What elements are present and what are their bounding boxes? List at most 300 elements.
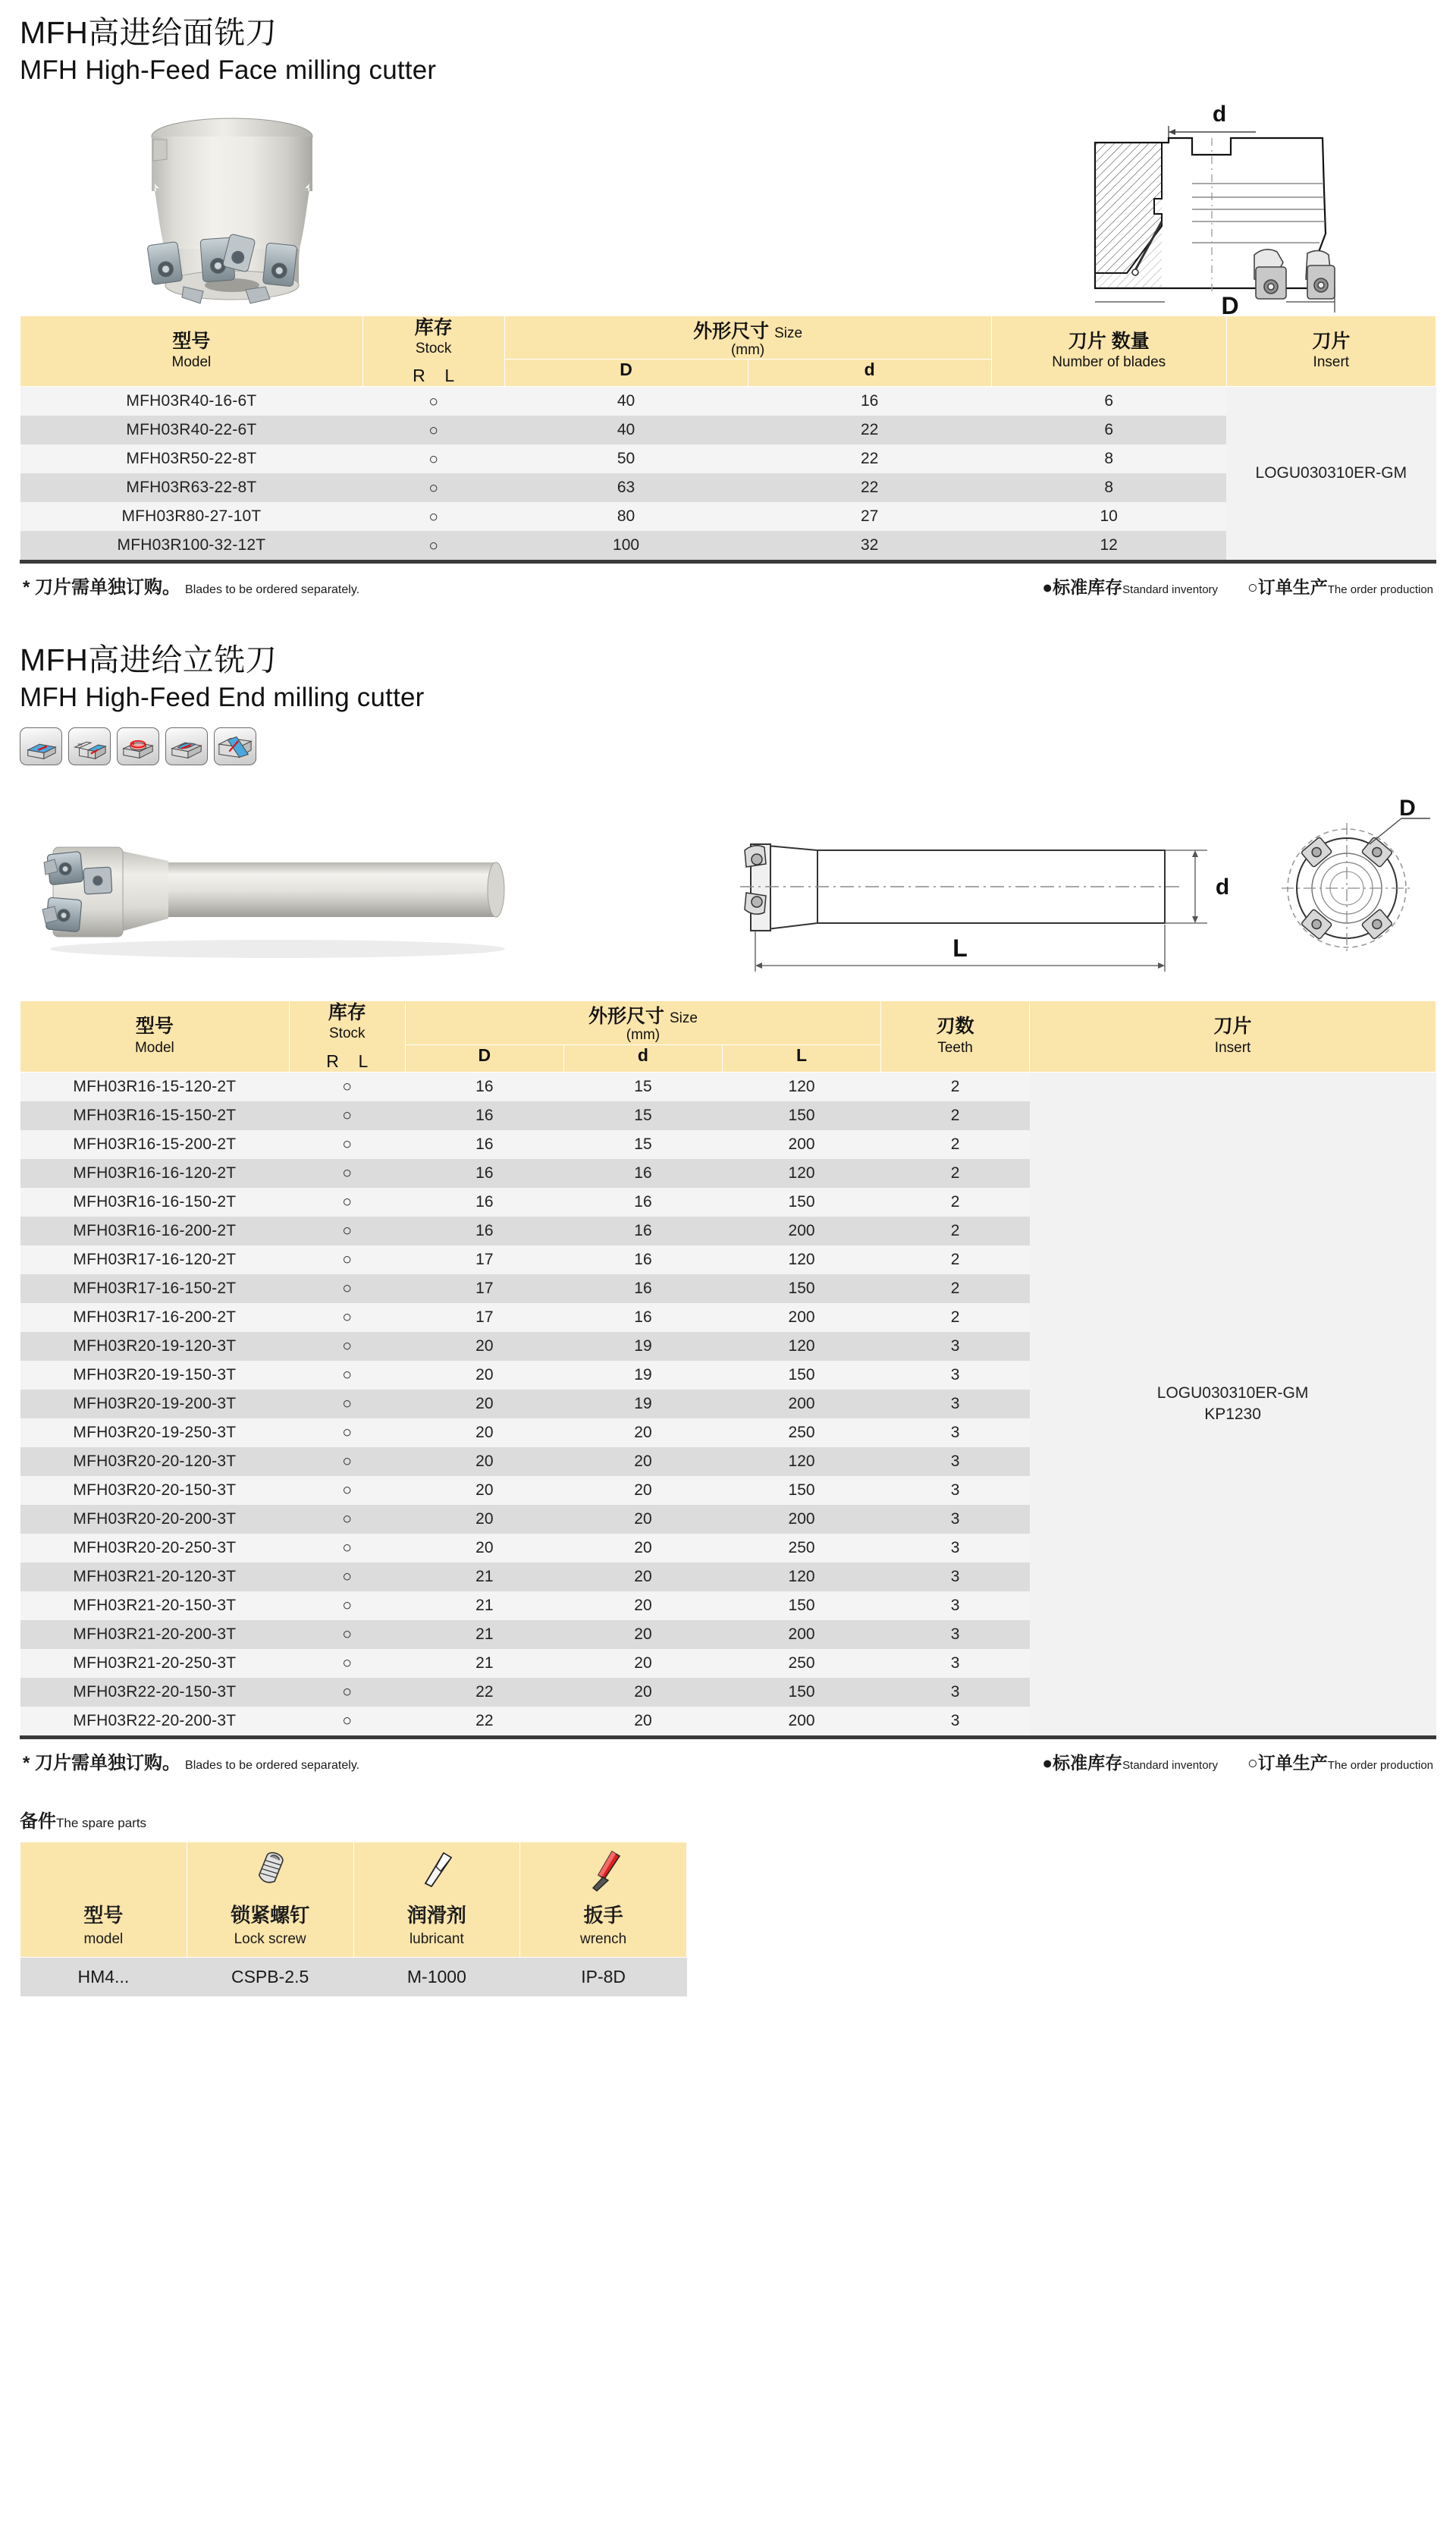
th2-col-L: L <box>723 1044 881 1072</box>
legend2-ord-cn: 订单生产 <box>1257 1752 1328 1773</box>
section2-title-cn: MFH高进给立铣刀 <box>20 642 278 678</box>
cell-d: 20 <box>563 1707 722 1735</box>
cell-stock: ○ <box>289 1274 405 1303</box>
spare-value-wrench: IP-8D <box>520 1957 687 1996</box>
cell-L: 250 <box>723 1418 881 1447</box>
section2-note-left <box>23 1748 359 1774</box>
cell-D: 20 <box>405 1505 563 1534</box>
cell-blades: 8 <box>991 473 1226 502</box>
cell-stock: ○ <box>362 387 504 416</box>
legend2-std-cn: 标准库存 <box>1053 1752 1123 1773</box>
cell-D: 17 <box>405 1303 563 1332</box>
section1-note-row <box>20 572 1436 598</box>
cell-L: 200 <box>723 1217 881 1245</box>
cell-d: 15 <box>563 1130 722 1159</box>
th-stock <box>362 316 504 387</box>
th-col-D: D <box>504 360 748 387</box>
th2-stock-rl <box>290 1051 405 1072</box>
spare-col-lockscrew-en: Lock screw <box>234 1930 306 1947</box>
th-size-group <box>504 316 991 360</box>
cell-D: 20 <box>405 1390 563 1418</box>
cell-L: 150 <box>723 1476 881 1505</box>
section1-title-en: MFH High-Feed Face milling cutter <box>20 55 437 86</box>
cell-teeth: 2 <box>881 1130 1030 1159</box>
cell-model: MFH03R20-20-200-3T <box>20 1505 290 1534</box>
legend1-std-mark: ● <box>1042 577 1053 598</box>
cell-model: MFH03R40-22-6T <box>20 416 363 444</box>
insert-line-1: LOGU030310ER-GM <box>1156 1383 1309 1402</box>
spare-col-lockscrew <box>187 1842 353 1957</box>
cell-model: MFH03R21-20-200-3T <box>20 1620 290 1649</box>
cell-stock: ○ <box>362 502 504 531</box>
cell-stock: ○ <box>289 1390 405 1418</box>
cell-L: 200 <box>723 1620 881 1649</box>
spare-label-cn: 备件 <box>20 1811 56 1832</box>
cell-model: MFH03R80-27-10T <box>20 502 363 531</box>
cell-d: 19 <box>563 1332 722 1361</box>
cell-L: 120 <box>723 1447 881 1476</box>
th-size-cn: 外形尺寸 <box>693 320 770 342</box>
spare-col-lubricant-en: lubricant <box>409 1930 464 1947</box>
section2-note-row <box>20 1748 1436 1774</box>
cell-stock: ○ <box>289 1649 405 1678</box>
cell-teeth: 2 <box>881 1274 1030 1303</box>
th-model <box>20 316 363 387</box>
cell-D: 100 <box>504 531 748 560</box>
cell-stock: ○ <box>362 416 504 444</box>
th2-size <box>406 1001 880 1029</box>
cell-blades: 12 <box>991 531 1226 560</box>
svg-text:d: d <box>1212 101 1227 127</box>
cell-model: MFH03R63-22-8T <box>20 473 363 502</box>
table-row <box>20 444 1436 473</box>
cell-L: 120 <box>723 1159 881 1188</box>
cell-D: 80 <box>504 502 748 531</box>
cell-d: 32 <box>748 531 991 560</box>
legend2-ord-en: The order production <box>1327 1758 1433 1772</box>
table-row <box>20 502 1436 531</box>
th2-stock-r: R <box>326 1051 339 1071</box>
end-mill-table-body <box>20 1072 1436 1735</box>
cell-stock: ○ <box>289 1245 405 1274</box>
cell-model: MFH03R20-19-120-3T <box>20 1332 290 1361</box>
cell-d: 27 <box>748 502 991 531</box>
cell-d: 20 <box>563 1591 722 1620</box>
cell-stock: ○ <box>289 1476 405 1505</box>
th2-model-cn: 型号 <box>135 1016 174 1038</box>
cell-model: MFH03R20-20-120-3T <box>20 1447 290 1476</box>
th2-model <box>20 1000 290 1072</box>
cell-D: 63 <box>504 473 748 502</box>
spare-parts-table <box>20 1842 687 1996</box>
cell-L: 150 <box>723 1591 881 1620</box>
screw-icon <box>190 1848 350 1892</box>
cell-D: 21 <box>405 1620 563 1649</box>
section2-heading <box>20 598 1436 715</box>
cell-teeth: 2 <box>881 1101 1030 1130</box>
face-mill-table-body <box>20 387 1436 561</box>
cell-teeth: 2 <box>881 1245 1030 1274</box>
cell-stock: ○ <box>289 1332 405 1361</box>
th-size-unit: (mm) <box>730 341 765 358</box>
cell-d: 16 <box>563 1303 722 1332</box>
cell-model: MFH03R16-15-200-2T <box>20 1130 290 1159</box>
legend1-ord-cn: 订单生产 <box>1257 577 1328 598</box>
cell-teeth: 3 <box>881 1534 1030 1563</box>
cell-D: 16 <box>405 1188 563 1217</box>
cell-d: 20 <box>563 1678 722 1707</box>
cell-D: 50 <box>504 444 748 473</box>
cell-stock: ○ <box>289 1072 405 1101</box>
cell-stock: ○ <box>289 1505 405 1534</box>
spare-col-lubricant-cn: 润滑剂 <box>406 1903 466 1927</box>
spare-col-lockscrew-cn: 锁紧螺钉 <box>231 1903 310 1927</box>
th2-col-D: D <box>405 1044 563 1072</box>
cell-L: 200 <box>723 1303 881 1332</box>
note2-en: Blades to be ordered separately. <box>185 1758 360 1772</box>
section1-heading <box>20 0 1436 88</box>
slot-milling-icon[interactable] <box>214 727 256 765</box>
cell-model: MFH03R20-20-250-3T <box>20 1534 290 1563</box>
plunge-milling-icon[interactable] <box>117 727 159 765</box>
legend1-std-cn: 标准库存 <box>1053 577 1123 598</box>
spare-header-row <box>20 1842 687 1957</box>
cell-L: 200 <box>723 1707 881 1735</box>
cell-teeth: 3 <box>881 1418 1030 1447</box>
cell-model: MFH03R21-20-150-3T <box>20 1591 290 1620</box>
cell-D: 21 <box>405 1591 563 1620</box>
cell-D: 16 <box>405 1159 563 1188</box>
th-blades <box>991 316 1226 387</box>
cell-model: MFH03R16-16-150-2T <box>20 1188 290 1217</box>
dim-label-D: D <box>1399 795 1416 821</box>
cell-D: 16 <box>405 1101 563 1130</box>
legend2-std-mark: ● <box>1042 1752 1053 1773</box>
cell-stock: ○ <box>289 1418 405 1447</box>
cell-blades: 8 <box>991 444 1226 473</box>
cell-stock: ○ <box>289 1361 405 1390</box>
cell-d: 20 <box>563 1505 722 1534</box>
cell-model: MFH03R20-19-250-3T <box>20 1418 290 1447</box>
section1-legend <box>1042 573 1433 598</box>
cell-d: 22 <box>748 473 991 502</box>
cell-D: 21 <box>405 1563 563 1591</box>
cell-teeth: 2 <box>881 1159 1030 1188</box>
cell-d: 22 <box>748 444 991 473</box>
th2-stock-cn: 库存 <box>328 1001 366 1023</box>
th2-stock-l: L <box>358 1051 369 1071</box>
cell-model: MFH03R20-19-150-3T <box>20 1361 290 1390</box>
th-blades-cn: 刀片 数量 <box>1068 331 1150 353</box>
cell-L: 250 <box>723 1534 881 1563</box>
cell-L: 150 <box>723 1678 881 1707</box>
cell-model: MFH03R16-16-120-2T <box>20 1159 290 1188</box>
th-col-d: d <box>748 360 991 387</box>
cell-stock: ○ <box>289 1130 405 1159</box>
table1-bottom-rule <box>20 560 1436 564</box>
cell-stock: ○ <box>289 1534 405 1563</box>
insert-line-2: KP1230 <box>1204 1405 1261 1423</box>
end-mill-product-photo <box>27 818 535 970</box>
cell-stock: ○ <box>289 1447 405 1476</box>
dim-label-d: d <box>1215 874 1230 900</box>
cell-d: 20 <box>563 1418 722 1447</box>
cell-teeth: 2 <box>881 1188 1030 1217</box>
th-insert-cn: 刀片 <box>1312 331 1351 353</box>
cell-stock: ○ <box>289 1678 405 1707</box>
th2-insert-en: Insert <box>1214 1039 1251 1056</box>
th2-size-cn: 外形尺寸 <box>588 1006 664 1028</box>
shoulder-milling-icon[interactable] <box>68 727 111 765</box>
cell-D: 17 <box>405 1274 563 1303</box>
cell-teeth: 3 <box>881 1447 1030 1476</box>
table-row <box>20 1072 1436 1101</box>
cell-teeth: 3 <box>881 1390 1030 1418</box>
spare-col-lubricant <box>353 1842 520 1957</box>
cell-teeth: 3 <box>881 1476 1030 1505</box>
cell-D: 22 <box>405 1707 563 1735</box>
th-insert-en: Insert <box>1313 354 1350 371</box>
cell-model: MFH03R16-15-120-2T <box>20 1072 290 1101</box>
cell-teeth: 3 <box>881 1361 1030 1390</box>
cell-stock: ○ <box>289 1620 405 1649</box>
cell-d: 19 <box>563 1361 722 1390</box>
th2-stock-en: Stock <box>329 1025 366 1042</box>
cell-stock: ○ <box>289 1563 405 1591</box>
cell-D: 20 <box>405 1361 563 1390</box>
th2-teeth <box>881 1000 1030 1072</box>
cell-model: MFH03R16-15-150-2T <box>20 1101 290 1130</box>
th2-teeth-cn: 刃数 <box>936 1016 974 1038</box>
cell-model: MFH03R100-32-12T <box>20 531 363 560</box>
th2-size-en: Size <box>669 1010 698 1027</box>
cell-insert: LOGU030310ER-GM <box>1226 387 1436 561</box>
cell-d: 15 <box>563 1101 722 1130</box>
cell-D: 40 <box>504 416 748 444</box>
svg-text:D: D <box>1221 291 1239 319</box>
cell-model: MFH03R22-20-200-3T <box>20 1707 290 1735</box>
cell-D: 20 <box>405 1418 563 1447</box>
cell-d: 15 <box>563 1072 722 1101</box>
th-stock-rl <box>363 366 504 386</box>
cell-teeth: 3 <box>881 1678 1030 1707</box>
cell-d: 20 <box>563 1563 722 1591</box>
note1-en: Blades to be ordered separately. <box>185 583 360 597</box>
dim-label-L: L <box>952 934 968 962</box>
th2-insert <box>1030 1000 1436 1072</box>
cell-d: 19 <box>563 1390 722 1418</box>
cell-L: 120 <box>723 1563 881 1591</box>
cell-d: 16 <box>563 1245 722 1274</box>
section1-title-cn: MFH高进给面铣刀 <box>20 15 278 50</box>
spare-parts-label <box>20 1806 1436 1833</box>
th2-size-unit: (mm) <box>626 1027 661 1044</box>
legend1-ord-mark: ○ <box>1247 577 1258 598</box>
lubricant-icon <box>357 1848 517 1892</box>
th2-stock <box>289 1000 405 1072</box>
th-size-en: Size <box>774 325 803 341</box>
th2-model-en: Model <box>134 1039 174 1056</box>
cell-model: MFH03R22-20-150-3T <box>20 1678 290 1707</box>
section2-title-en: MFH High-Feed End milling cutter <box>20 683 425 713</box>
legend1-ord-en: The order production <box>1327 583 1433 597</box>
spare-data-row <box>20 1957 687 1996</box>
cell-D: 21 <box>405 1649 563 1678</box>
cell-teeth: 3 <box>881 1505 1030 1534</box>
cell-L: 200 <box>723 1505 881 1534</box>
cell-D: 16 <box>405 1130 563 1159</box>
th2-col-d: d <box>563 1044 722 1072</box>
cell-model: MFH03R21-20-120-3T <box>20 1563 290 1591</box>
th2-teeth-en: Teeth <box>937 1039 973 1056</box>
cell-L: 200 <box>723 1390 881 1418</box>
th-size <box>505 316 991 344</box>
spare-value-lockscrew: CSPB-2.5 <box>187 1957 353 1996</box>
cell-D: 20 <box>405 1476 563 1505</box>
legend2-std-en: Standard inventory <box>1122 1758 1219 1772</box>
table-row <box>20 416 1436 444</box>
spare-value-model: HM4... <box>20 1957 187 1996</box>
face-milling-icon[interactable] <box>20 727 62 765</box>
cell-stock: ○ <box>289 1217 405 1245</box>
cell-blades: 6 <box>991 416 1226 444</box>
cell-L: 200 <box>723 1130 881 1159</box>
th-model-cn: 型号 <box>172 331 211 353</box>
cell-model: MFH03R16-16-200-2T <box>20 1217 290 1245</box>
cell-L: 150 <box>723 1274 881 1303</box>
cell-d: 20 <box>563 1447 722 1476</box>
section2-legend <box>1042 1749 1433 1774</box>
cell-stock: ○ <box>362 444 504 473</box>
spare-col-wrench-en: wrench <box>580 1930 627 1947</box>
spare-icon-placeholder <box>24 1848 184 1892</box>
svg-text:90°: 90° <box>77 743 83 748</box>
cell-d: 20 <box>563 1620 722 1649</box>
cell-stock: ○ <box>289 1591 405 1620</box>
cell-d: 16 <box>563 1188 722 1217</box>
cell-d: 20 <box>563 1649 722 1678</box>
cell-model: MFH03R40-16-6T <box>20 387 363 416</box>
th-stock-r: R <box>413 366 425 386</box>
th-insert <box>1226 316 1436 387</box>
section1-hero <box>20 88 1436 319</box>
cell-blades: 6 <box>991 387 1226 416</box>
face-mill-product-photo <box>118 97 346 317</box>
cell-model: MFH03R17-16-200-2T <box>20 1303 290 1332</box>
cell-teeth: 3 <box>881 1591 1030 1620</box>
cell-insert <box>1030 1072 1436 1735</box>
th-stock-l: L <box>444 366 455 386</box>
cell-D: 22 <box>405 1678 563 1707</box>
cell-D: 20 <box>405 1332 563 1361</box>
cell-L: 250 <box>723 1649 881 1678</box>
cell-D: 17 <box>405 1245 563 1274</box>
cell-teeth: 2 <box>881 1303 1030 1332</box>
th-blades-en: Number of blades <box>1052 354 1166 371</box>
cell-teeth: 3 <box>881 1649 1030 1678</box>
cell-stock: ○ <box>289 1303 405 1332</box>
cell-teeth: 2 <box>881 1072 1030 1101</box>
th2-size-group <box>405 1000 880 1044</box>
spare-value-lubricant: M-1000 <box>353 1957 520 1996</box>
th2-insert-cn: 刀片 <box>1213 1016 1252 1038</box>
cell-L: 150 <box>723 1188 881 1217</box>
spare-col-wrench-cn: 扳手 <box>583 1903 623 1927</box>
cell-teeth: 3 <box>881 1332 1030 1361</box>
note2-cn: * 刀片需单独订购。 <box>23 1752 181 1773</box>
table2-bottom-rule <box>20 1735 1436 1739</box>
cell-stock: ○ <box>362 531 504 560</box>
spare-col-wrench <box>520 1842 687 1957</box>
cell-L: 120 <box>723 1245 881 1274</box>
cell-L: 150 <box>723 1101 881 1130</box>
cell-d: 20 <box>563 1476 722 1505</box>
cell-d: 16 <box>748 387 991 416</box>
cell-d: 22 <box>748 416 991 444</box>
cell-model: MFH03R17-16-150-2T <box>20 1274 290 1303</box>
cell-d: 16 <box>563 1217 722 1245</box>
cell-teeth: 3 <box>881 1620 1030 1649</box>
section1-note-left <box>23 572 359 598</box>
cell-L: 120 <box>723 1332 881 1361</box>
spare-col-model-en: model <box>83 1930 124 1947</box>
cell-D: 20 <box>405 1534 563 1563</box>
legend1-std-en: Standard inventory <box>1122 583 1219 597</box>
cell-model: MFH03R20-20-150-3T <box>20 1476 290 1505</box>
ramping-milling-icon[interactable] <box>165 727 208 765</box>
cell-blades: 10 <box>991 502 1226 531</box>
face-mill-spec-table <box>20 316 1436 561</box>
cell-D: 40 <box>504 387 748 416</box>
cell-teeth: 2 <box>881 1217 1030 1245</box>
cell-stock: ○ <box>289 1101 405 1130</box>
note1-cn: * 刀片需单独订购。 <box>23 577 181 598</box>
cell-stock: ○ <box>289 1188 405 1217</box>
cell-D: 16 <box>405 1072 563 1101</box>
table-row <box>20 531 1436 560</box>
cell-teeth: 3 <box>881 1563 1030 1591</box>
cell-L: 150 <box>723 1361 881 1390</box>
cell-d: 20 <box>563 1534 722 1563</box>
spare-col-model-cn: 型号 <box>83 1903 124 1927</box>
cell-teeth: 3 <box>881 1707 1030 1735</box>
table-row <box>20 473 1436 502</box>
cell-D: 16 <box>405 1217 563 1245</box>
table-row <box>20 387 1436 416</box>
cell-D: 20 <box>405 1447 563 1476</box>
cell-model: MFH03R20-19-200-3T <box>20 1390 290 1418</box>
operation-icon-strip <box>20 727 1436 765</box>
cell-model: MFH03R50-22-8T <box>20 444 363 473</box>
cell-stock: ○ <box>289 1159 405 1188</box>
cell-d: 16 <box>563 1274 722 1303</box>
cell-model: MFH03R17-16-120-2T <box>20 1245 290 1274</box>
cell-d: 16 <box>563 1159 722 1188</box>
spare-label-en: The spare parts <box>56 1815 147 1830</box>
face-mill-section-drawing <box>1013 99 1453 319</box>
cell-model: MFH03R21-20-250-3T <box>20 1649 290 1678</box>
th-stock-en: Stock <box>415 340 452 356</box>
th-stock-cn: 库存 <box>414 316 453 338</box>
end-mill-dimension-drawing <box>725 796 1453 985</box>
wrench-icon <box>523 1848 683 1892</box>
spare-col-model <box>20 1842 187 1957</box>
cell-stock: ○ <box>289 1707 405 1735</box>
th-model-en: Model <box>171 354 212 371</box>
legend2-ord-mark: ○ <box>1247 1752 1258 1773</box>
cell-stock: ○ <box>362 473 504 502</box>
cell-L: 120 <box>723 1072 881 1101</box>
